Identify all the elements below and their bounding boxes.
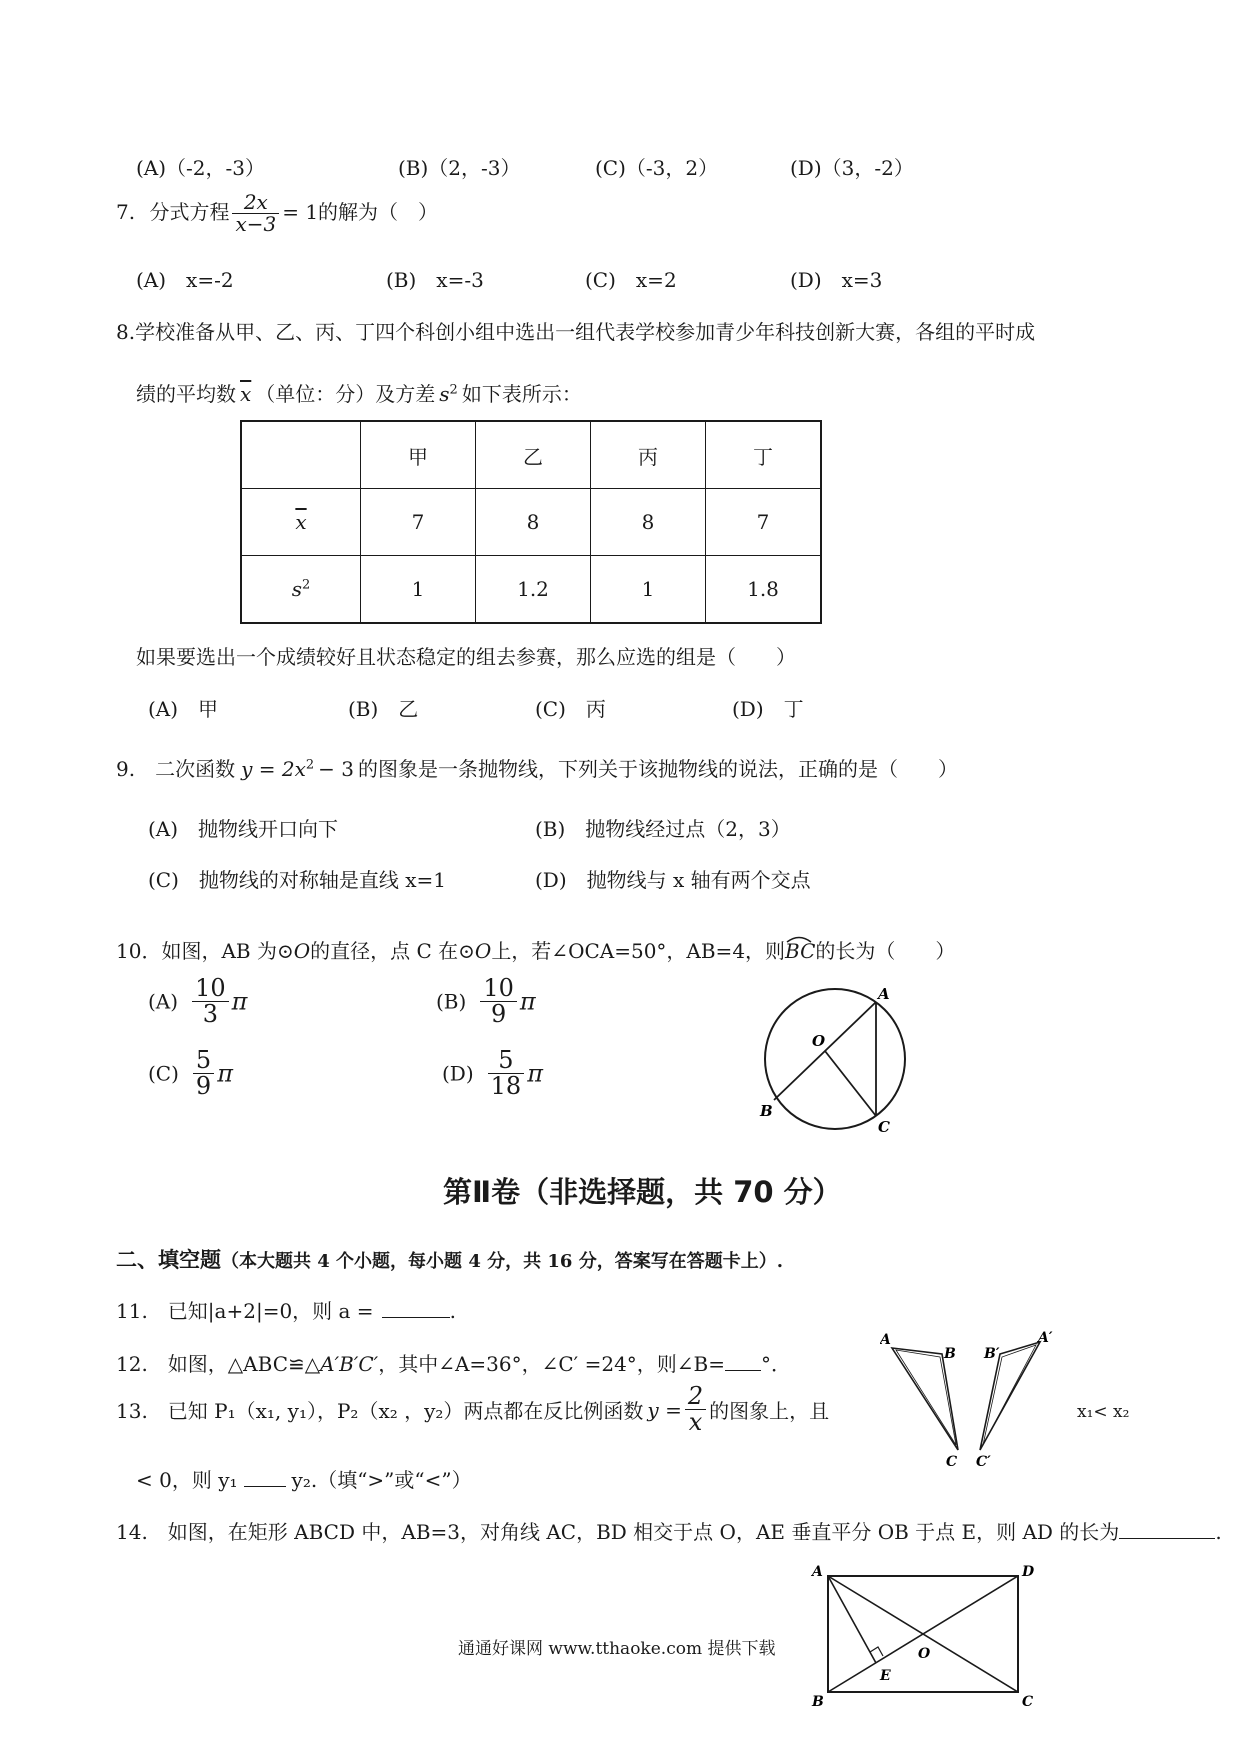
q7-frac-den: x−3 <box>235 212 277 236</box>
q9-formula-a: y = 2x <box>241 757 306 781</box>
table-cell: 甲 <box>361 421 476 489</box>
q7-suffix: = 1的解为（ ） <box>282 200 439 224</box>
table-row <box>241 556 821 624</box>
q14-end: . <box>1215 1520 1222 1544</box>
q12-triangles-figure <box>880 1330 1060 1470</box>
q6-option-c: (C)（-3，2） <box>595 156 719 180</box>
table-cell: 丁 <box>706 421 822 489</box>
table-cell: 丙 <box>591 421 706 489</box>
row-label-xbar: $\overline{x}$ <box>295 510 307 534</box>
pi-symbol: π <box>527 1059 543 1088</box>
q10-arc <box>785 939 815 963</box>
q13-line2 <box>136 1464 472 1493</box>
table-cell: 7 <box>706 489 822 556</box>
row-label-s-sup: 2 <box>301 577 311 593</box>
table-row <box>241 489 821 556</box>
label-d: D <box>1022 1564 1035 1580</box>
q8-question: 如果要选出一个成绩较好且状态稳定的组去参赛，那么应选的组是（ ） <box>136 645 796 669</box>
q12-text-b: ，其中∠A=36°，∠C′ =24°，则∠B= <box>378 1352 726 1376</box>
q8-line2 <box>136 378 582 407</box>
q8-s-sup: 2 <box>449 382 458 398</box>
fill-heading: 二、填空题 <box>116 1248 221 1272</box>
frac-den: x <box>688 1408 703 1437</box>
arc-mark-icon <box>785 935 813 943</box>
triangle-abc-inner <box>896 1350 956 1445</box>
section-2-title: 第Ⅱ卷（非选择题，共 70 分） <box>443 1175 842 1209</box>
label-a: A <box>812 1564 823 1580</box>
q8-table <box>240 420 822 624</box>
frac-num: 5 <box>488 1048 525 1074</box>
question-7 <box>116 192 438 235</box>
question-9 <box>116 753 958 782</box>
q9-prefix: 9. 二次函数 <box>116 757 236 781</box>
q9-option-c: (C) 抛物线的对称轴是直线 x=1 <box>148 868 447 892</box>
pi-symbol: π <box>217 1059 233 1088</box>
table-cell: 7 <box>361 489 476 556</box>
q14-text: 14. 如图，在矩形 ABCD 中，AB=3，对角线 AC，BD 相交于点 O，AE 垂直平分 OB 于点 E，则 AD 的长为 <box>116 1520 1120 1544</box>
q10-text-c: 上，若∠OCA=50°，AB=4，则 <box>491 939 786 963</box>
question-11 <box>116 1295 456 1324</box>
label-a-prime: A′ <box>1038 1330 1053 1346</box>
question-12 <box>116 1348 791 1377</box>
q10-arc-label: BC <box>785 939 816 963</box>
q10-text-a: 10．如图，AB 为⊙ <box>116 939 294 963</box>
frac-den: 9 <box>195 1072 212 1101</box>
q13-fraction <box>685 1384 706 1435</box>
q9-suffix: 的图象是一条抛物线，下列关于该抛物线的说法，正确的是（ ） <box>358 757 958 781</box>
footer-text: 通通好课网 www.tthaoke.com 提供下载 <box>458 1639 776 1659</box>
frac-num: 10 <box>480 976 517 1002</box>
q12-end: °． <box>761 1352 792 1376</box>
q10-option-a-frac <box>192 976 229 1027</box>
q12-answer-blank[interactable] <box>725 1352 761 1371</box>
q10-circle-figure <box>752 980 922 1140</box>
label-c: C <box>946 1454 958 1470</box>
frac-num: 2 <box>685 1384 706 1410</box>
table-cell: 1 <box>361 556 476 624</box>
radius-oc <box>825 1051 876 1116</box>
label-e: E <box>880 1668 891 1684</box>
table-row <box>241 421 821 489</box>
label-c: C <box>1022 1694 1034 1710</box>
q11-answer-blank[interactable] <box>382 1299 450 1318</box>
q8-option-d: (D) 丁 <box>732 697 804 721</box>
label-c: C <box>878 1118 890 1136</box>
q11-text: 11. 已知|a+2|=0，则 a = <box>116 1299 374 1323</box>
q10-option-d-frac <box>488 1048 525 1099</box>
q9-option-b: (B) 抛物线经过点（2，3） <box>535 817 791 841</box>
q10-o2: O <box>474 939 492 963</box>
question-10 <box>116 935 955 964</box>
q13-right-text: x₁< x₂ <box>1077 1402 1130 1422</box>
q8-line2-c: 如下表所示： <box>461 382 582 406</box>
q7-option-d: (D) x=3 <box>790 268 883 292</box>
table-cell: 8 <box>476 489 591 556</box>
q12-text-a: 12. 如图，△ABC≌△ <box>116 1352 321 1376</box>
table-cell <box>241 556 361 624</box>
q10-o1: O <box>293 939 311 963</box>
row-label-s: s <box>291 577 302 601</box>
fill-note: （本大题共 4 个小题，每小题 4 分，共 16 分，答案写在答题卡上）. <box>221 1251 783 1272</box>
table-cell: 1 <box>591 556 706 624</box>
table-cell: 乙 <box>476 421 591 489</box>
segment-ae <box>828 1576 876 1663</box>
q9-formula-sup: 2 <box>305 757 315 773</box>
q7-number: 7. <box>116 200 136 224</box>
q10-option-b-frac <box>480 976 517 1027</box>
q10-option-a-label: (A) <box>148 989 179 1014</box>
frac-num: 10 <box>192 976 229 1002</box>
q10-text-b: 的直径，点 C 在⊙ <box>310 939 475 963</box>
q10-option-c <box>148 1048 233 1099</box>
q7-fraction <box>232 192 279 235</box>
q7-option-b: (B) x=-3 <box>386 268 484 292</box>
pi-symbol: π <box>519 987 536 1016</box>
frac-den: 18 <box>490 1072 522 1101</box>
frac-den: 9 <box>490 1000 507 1029</box>
label-b: B <box>760 1102 773 1120</box>
q8-s: s <box>439 382 450 406</box>
question-14 <box>116 1516 1222 1545</box>
table-cell: 1.2 <box>476 556 591 624</box>
q9-option-d: (D) 抛物线与 x 轴有两个交点 <box>535 868 811 892</box>
q7-prefix: 分式方程 <box>149 200 230 224</box>
q10-option-b-label: (B) <box>436 989 467 1014</box>
label-o: O <box>812 1032 826 1050</box>
q7-option-a: (A) x=-2 <box>136 268 234 292</box>
q11-end: . <box>449 1299 456 1323</box>
table-cell: 1.8 <box>706 556 822 624</box>
q10-option-c-frac <box>193 1048 214 1099</box>
label-b-prime: B′ <box>984 1346 1000 1362</box>
q10-option-a <box>148 976 247 1027</box>
q8-option-b: (B) 乙 <box>348 697 419 721</box>
table-cell: 8 <box>591 489 706 556</box>
label-b: B <box>944 1346 956 1362</box>
table-cell <box>241 421 361 489</box>
pi-symbol: π <box>231 987 248 1016</box>
q8-option-a: (A) 甲 <box>148 697 219 721</box>
label-c-prime: C′ <box>976 1454 991 1470</box>
q9-option-a: (A) 抛物线开口向下 <box>148 817 339 841</box>
q10-option-b <box>436 976 536 1027</box>
q10-text-d: 的长为（ ） <box>815 939 956 963</box>
q9-formula-b: − 3 <box>318 757 354 781</box>
q13-text-b: 的图象上，且 <box>709 1399 830 1424</box>
frac-den: 3 <box>202 1000 218 1029</box>
q13-text-a: 13. 已知 P₁（x₁, y₁），P₂（x₂ ，y₂）两点都在反比例函数 <box>116 1399 644 1424</box>
label-a: A <box>878 985 890 1003</box>
q6-option-d: (D)（3，-2） <box>790 156 914 180</box>
q8-line2-a: 绩的平均数 <box>136 382 236 406</box>
q8-option-c: (C) 丙 <box>535 697 606 721</box>
table-cell <box>241 489 361 556</box>
q10-option-c-label: (C) <box>148 1061 179 1086</box>
fill-heading-line <box>116 1244 783 1274</box>
label-b: B <box>812 1694 824 1710</box>
q8-line1: 8.学校准备从甲、乙、丙、丁四个科创小组中选出一组代表学校参加青少年科技创新大赛，各组的平时成 <box>116 320 1036 344</box>
frac-num: 5 <box>193 1048 214 1074</box>
q10-option-d-label: (D) <box>442 1061 474 1086</box>
label-a: A <box>880 1332 891 1348</box>
question-13 <box>116 1384 829 1435</box>
q8-line2-b: （单位：分）及方差 <box>255 382 436 406</box>
triangle-abc <box>892 1348 958 1450</box>
q14-answer-blank[interactable] <box>1119 1520 1215 1539</box>
q8-xbar: $\overline{x}$ <box>240 382 252 406</box>
q13-line2-b: y₂.（填“>”或“<”） <box>291 1468 472 1492</box>
q6-option-a: (A)（-2，-3） <box>136 156 266 180</box>
q13-line2-a: < 0，则 y₁ <box>136 1468 238 1492</box>
q12-prime-triangle: A′B′C′ <box>320 1352 379 1376</box>
label-o: O <box>918 1646 931 1662</box>
q7-option-c: (C) x=2 <box>585 268 677 292</box>
q13-answer-blank[interactable] <box>244 1468 286 1487</box>
q14-rectangle-figure <box>808 1562 1048 1712</box>
q7-frac-num: 2x <box>232 192 279 214</box>
q10-option-d <box>442 1048 543 1099</box>
q6-option-b: (B)（2，-3） <box>398 156 521 180</box>
q13-y-eq: y = <box>647 1397 682 1422</box>
circle-o <box>765 989 905 1129</box>
